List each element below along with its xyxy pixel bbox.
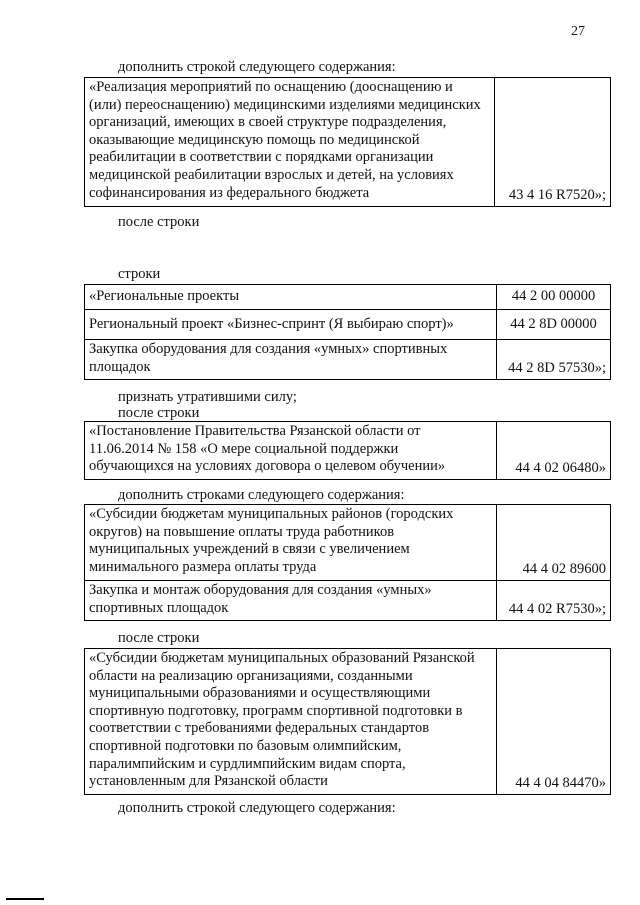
table-row — [85, 581, 611, 621]
intro-add-rows-line: дополнить строками следующего содержания: — [118, 487, 405, 503]
intro-add-line: дополнить строкой следующего содержания: — [118, 800, 396, 816]
row-code: 44 2 00 00000 — [497, 285, 611, 310]
row-code: 44 4 04 84470» — [497, 649, 611, 795]
table-row — [85, 649, 611, 795]
row-description: «Субсидии бюджетам муниципальных образований Рязанской области на реализацию организациями, созданными муниципальными образованиями и осуществляющими спортивную подготовку, программ спортивной подготовки в соответствии с требованиями федеральных стандартов спортивной подготовки по базовым олимпийским, паралимпийским и сурдлимпийским видам спорта, установленным для Рязанской области — [85, 649, 497, 795]
table-row — [85, 422, 611, 480]
table-row — [85, 505, 611, 581]
row-code: 44 2 8D 00000 — [497, 310, 611, 340]
intro-after-line: после строки — [118, 405, 200, 421]
table-row — [85, 310, 611, 340]
row-code: 44 2 8D 57530»; — [497, 340, 611, 380]
row-description: «Субсидии бюджетам муниципальных районов (городских округов) на повышение оплаты труда работников муниципальных учреждений в связи с увеличением минимального размера оплаты труда — [85, 505, 497, 581]
budget-table-3 — [84, 421, 611, 480]
budget-table-1 — [84, 77, 611, 207]
row-code: 44 4 02 R7530»; — [497, 581, 611, 621]
footer-rule — [6, 898, 44, 900]
table-row — [85, 285, 611, 310]
table-row — [85, 78, 611, 207]
intro-after-line: после строки — [118, 214, 200, 230]
intro-rows-line: строки — [118, 266, 161, 282]
intro-after-line: после строки — [118, 630, 200, 646]
row-description: Региональный проект «Бизнес-спринт (Я выбираю спорт)» — [85, 310, 497, 340]
row-description: Закупка и монтаж оборудования для создания «умных» спортивных площадок — [85, 581, 497, 621]
budget-table-2 — [84, 284, 611, 380]
table-row — [85, 340, 611, 380]
intro-add-line: дополнить строкой следующего содержания: — [118, 59, 396, 75]
row-description: «Реализация мероприятий по оснащению (дооснащению и (или) переоснащению) медицинскими изделиями медицинских организаций, имеющих в своей структуре подразделения, оказывающие медицинскую помощь по медицинской реабилитации в соответствии с порядками организации медицинской реабилитации взрослых и детей, на условиях софинансирования из федерального бюджета — [85, 78, 495, 207]
row-description: «Региональные проекты — [85, 285, 497, 310]
row-code: 44 4 02 06480» — [497, 422, 611, 480]
budget-table-4 — [84, 504, 611, 621]
intro-repeal-line: признать утратившими силу; — [118, 389, 297, 405]
page-number: 27 — [571, 24, 585, 39]
row-description: Закупка оборудования для создания «умных» спортивных площадок — [85, 340, 497, 380]
row-code: 44 4 02 89600 — [497, 505, 611, 581]
row-code: 43 4 16 R7520»; — [495, 78, 611, 207]
row-description: «Постановление Правительства Рязанской области от 11.06.2014 № 158 «О мере социальной поддержки обучающихся на условиях договора о целевом обучении» — [85, 422, 497, 480]
budget-table-5 — [84, 648, 611, 795]
